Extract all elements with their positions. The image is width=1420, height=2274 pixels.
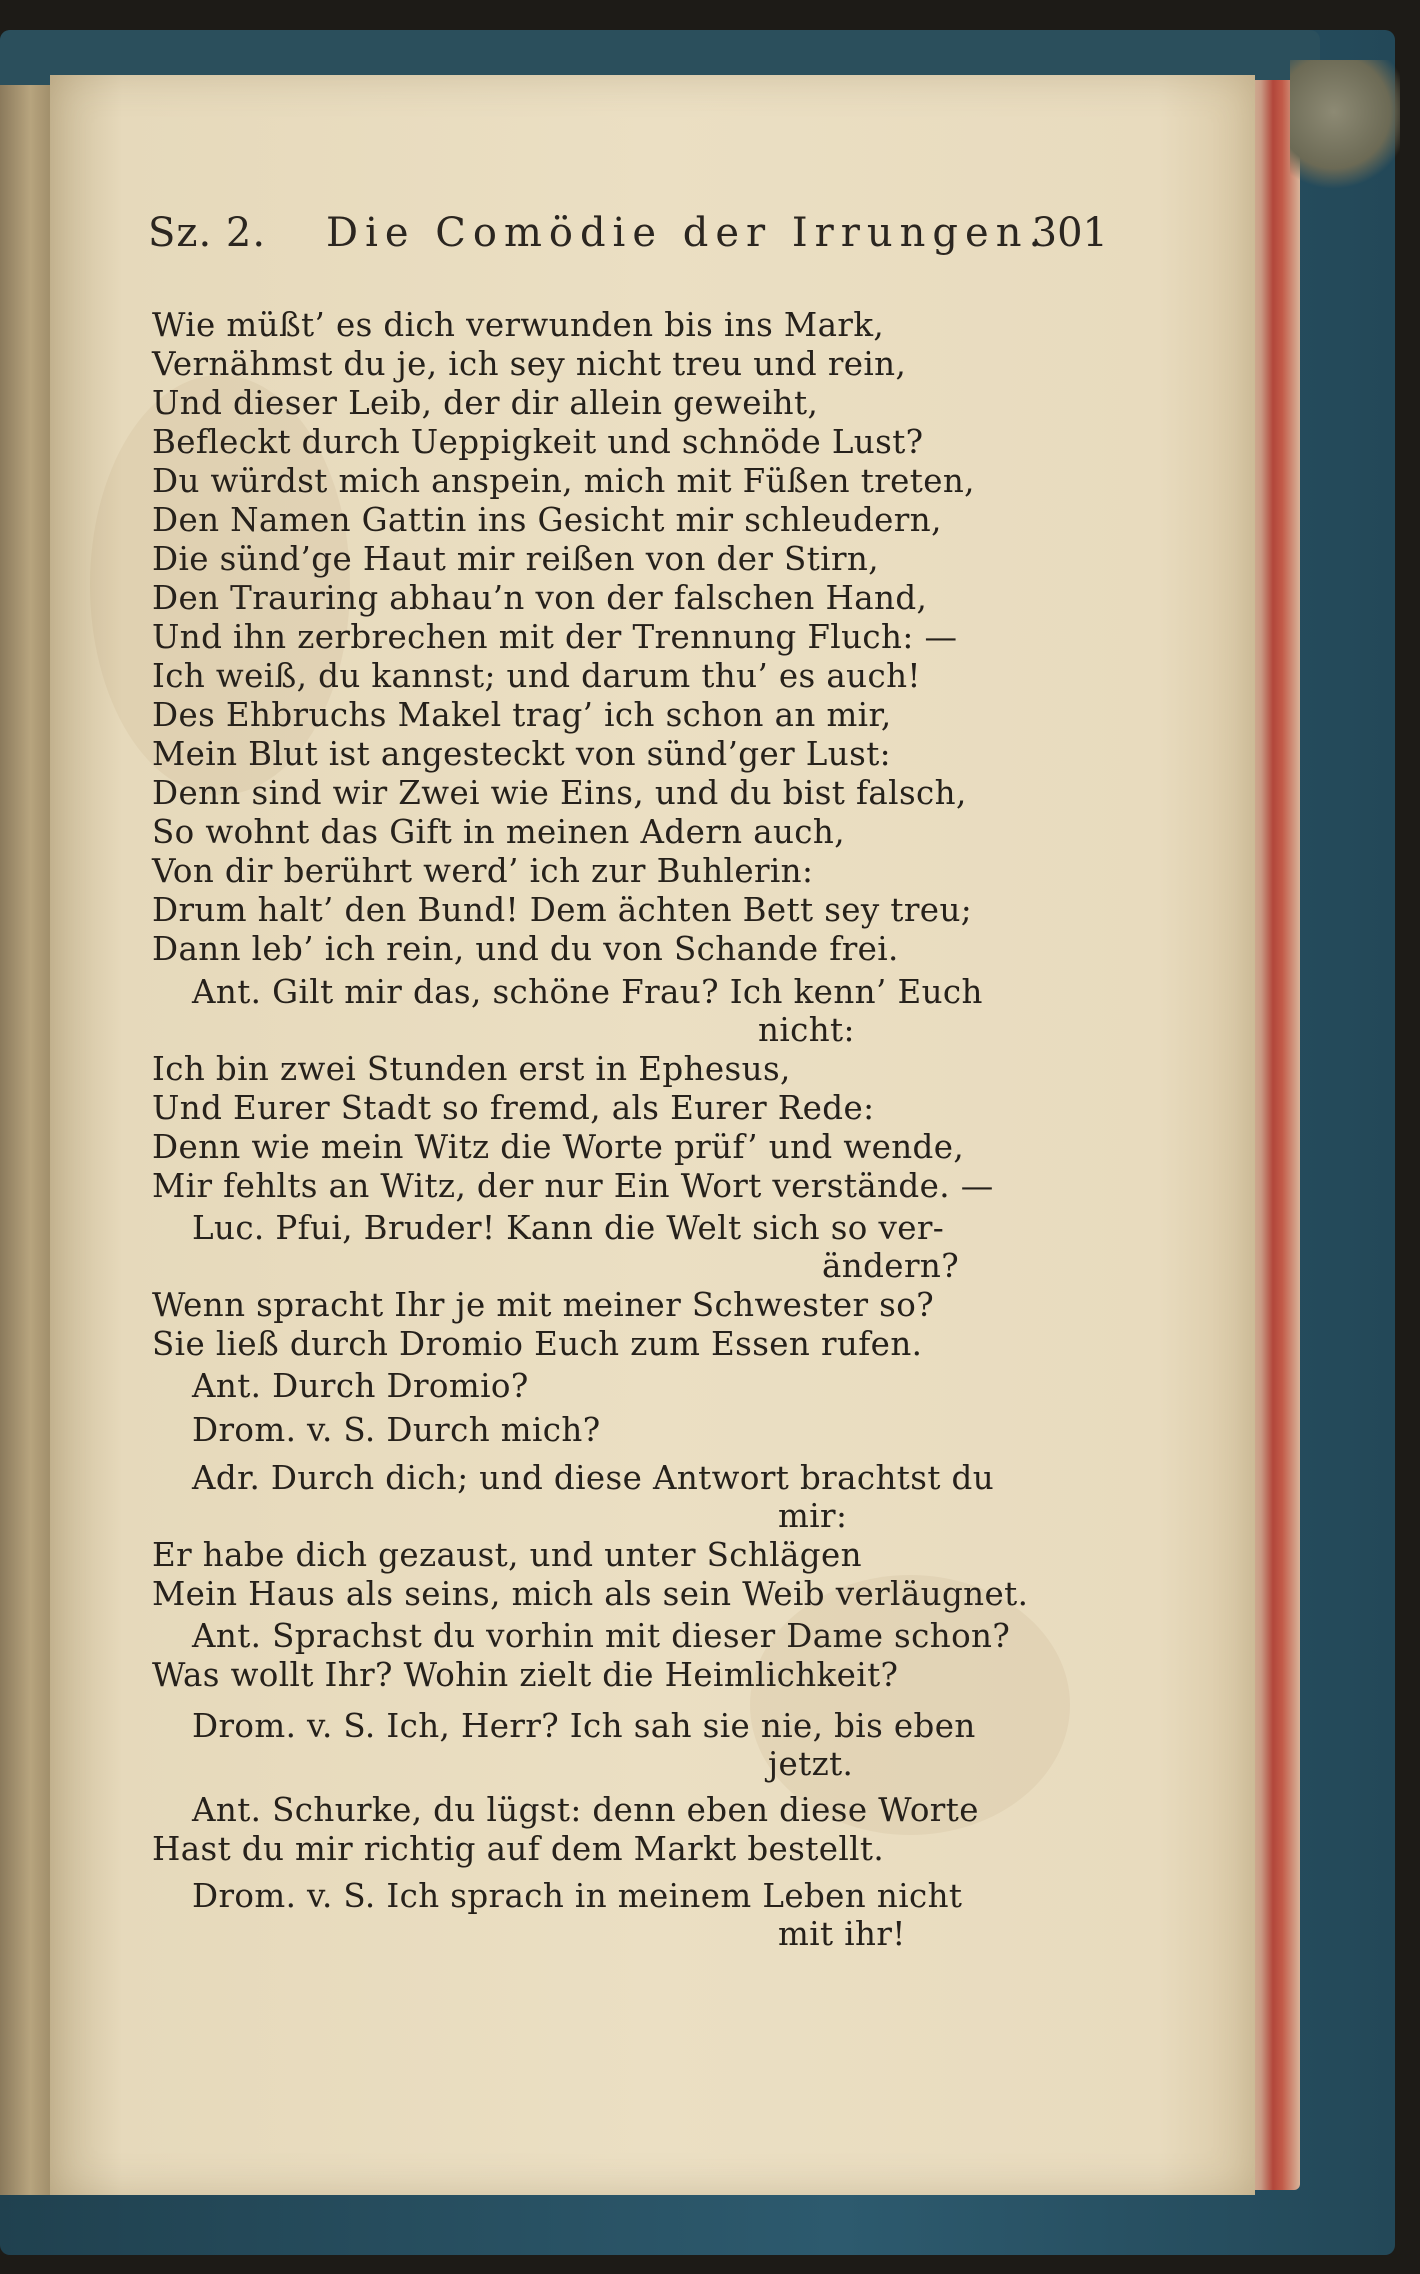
- verse-line: Sie ließ durch Dromio Euch zum Essen rufen.: [152, 1325, 923, 1363]
- verse-line: Mein Haus als seins, mich als sein Weib verläugnet.: [152, 1575, 1029, 1613]
- verse-line: Wie müßt’ es dich verwunden bis ins Mark,: [152, 306, 885, 344]
- verse-line: Befleckt durch Ueppigkeit und schnöde Lust?: [152, 423, 924, 461]
- running-header: [148, 210, 1108, 270]
- scene-label: Sz. 2.: [148, 210, 267, 256]
- verse-line: Hast du mir richtig auf dem Markt bestellt.: [152, 1830, 885, 1868]
- verse-line: Denn wie mein Witz die Worte prüf’ und wende,: [152, 1128, 965, 1166]
- running-title: Die Comödie der Irrungen.: [326, 210, 1049, 256]
- speaker-line: Drom. v. S. Ich, Herr? Ich sah sie nie, bis eben: [192, 1707, 976, 1745]
- verse-line: Und ihn zerbrechen mit der Trennung Fluch: —: [152, 618, 958, 656]
- speaker-line: Ant. Gilt mir das, schöne Frau? Ich kenn’ Euch: [192, 973, 983, 1011]
- verse-line: Drum halt’ den Bund! Dem ächten Bett sey treu;: [152, 891, 973, 929]
- speaker-line: Adr. Durch dich; und diese Antwort brachtst du: [192, 1459, 995, 1497]
- verse-line: Den Namen Gattin ins Gesicht mir schleudern,: [152, 501, 942, 539]
- verse-line: Ich bin zwei Stunden erst in Ephesus,: [152, 1050, 791, 1088]
- speaker-line: Ant. Sprachst du vorhin mit dieser Dame schon?: [192, 1617, 1011, 1655]
- verse-line: Ich weiß, du kannst; und darum thu’ es auch!: [152, 657, 921, 695]
- verse-line: Die sünd’ge Haut mir reißen von der Stirn,: [152, 540, 879, 578]
- verse-line: Und Eurer Stadt so fremd, als Eurer Rede:: [152, 1089, 875, 1127]
- speaker-line: Drom. v. S. Durch mich?: [192, 1411, 601, 1449]
- verse-line: Den Trauring abhau’n von der falschen Hand,: [152, 579, 928, 617]
- page-number: 301: [1031, 210, 1108, 256]
- verse-line: Dann leb’ ich rein, und du von Schande frei.: [152, 930, 899, 968]
- verse-line: Und dieser Leib, der dir allein geweiht,: [152, 384, 819, 422]
- verse-line-continuation: mit ihr!: [778, 1915, 906, 1953]
- verse-line: Du würdst mich anspein, mich mit Füßen treten,: [152, 462, 975, 500]
- facing-page-edge: [0, 85, 55, 2195]
- verse-line-continuation: mir:: [778, 1497, 848, 1535]
- verse-line: Mein Blut ist angesteckt von sünd’ger Lust:: [152, 735, 892, 773]
- verse-line: Mir fehlts an Witz, der nur Ein Wort verstände. —: [152, 1167, 994, 1205]
- verse-line: Vernähmst du je, ich sey nicht treu und rein,: [152, 345, 907, 383]
- speaker-line: Luc. Pfui, Bruder! Kann die Welt sich so ver-: [192, 1209, 945, 1247]
- verse-line: Wenn spracht Ihr je mit meiner Schwester so?: [152, 1286, 935, 1324]
- verse-line-continuation: nicht:: [758, 1011, 855, 1049]
- speaker-line: Ant. Durch Dromio?: [192, 1367, 529, 1405]
- worn-corner: [1290, 60, 1400, 190]
- verse-line: Er habe dich gezaust, und unter Schlägen: [152, 1536, 862, 1574]
- verse-line: Was wollt Ihr? Wohin zielt die Heimlichkeit?: [152, 1656, 899, 1694]
- speaker-line: Ant. Schurke, du lügst: denn eben diese Worte: [192, 1791, 979, 1829]
- verse-line: Von dir berührt werd’ ich zur Buhlerin:: [152, 852, 814, 890]
- verse-line-continuation: jetzt.: [768, 1745, 854, 1783]
- verse-line: Des Ehbruchs Makel trag’ ich schon an mir,: [152, 696, 892, 734]
- verse-line-continuation: ändern?: [822, 1247, 960, 1285]
- speaker-line: Drom. v. S. Ich sprach in meinem Leben nicht: [192, 1877, 963, 1915]
- verse-line: Denn sind wir Zwei wie Eins, und du bist falsch,: [152, 774, 967, 812]
- verse-line: So wohnt das Gift in meinen Adern auch,: [152, 813, 845, 851]
